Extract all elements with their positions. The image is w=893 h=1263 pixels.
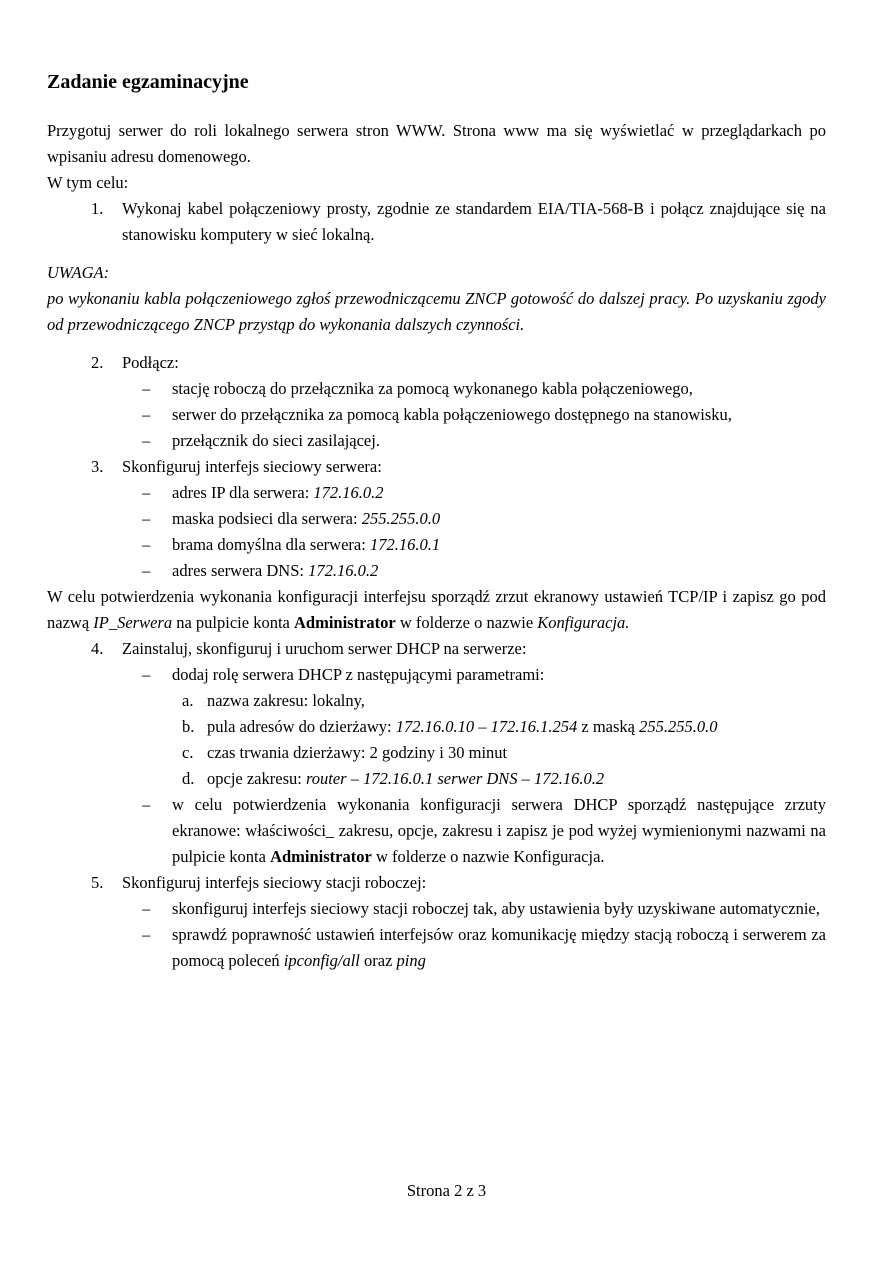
step-5: [47, 870, 826, 896]
list-item: – przełącznik do sieci zasilającej.: [47, 428, 826, 454]
step-text: Skonfiguruj interfejs sieciowy stacji roboczej:: [122, 873, 427, 892]
step-1: [47, 196, 826, 248]
list-item: – maska podsieci dla serwera: 255.255.0.0: [47, 506, 826, 532]
dash-bullet: –: [142, 509, 151, 528]
warning-label: UWAGA:: [47, 263, 110, 282]
step-text: Skonfiguruj interfejs sieciowy serwera:: [122, 457, 382, 476]
dash-bullet: –: [142, 431, 151, 450]
list-item: – skonfiguruj interfejs sieciowy stacji roboczej tak, aby ustawienia były uzyskiwane automatycznie,: [47, 896, 826, 922]
dash-bullet: –: [142, 379, 151, 398]
screenshot-note: W celu potwierdzenia wykonania konfiguracji interfejsu sporządź zrzut ekranowy ustawień TCP/IP i zapisz go pod nazwą IP_Serwera na pulpicie konta Administrator w folderze o nazwie Konfiguracja.: [47, 587, 826, 632]
mask-value: 255.255.0.0: [361, 509, 441, 528]
list-item: – adres IP dla serwera: 172.16.0.2: [47, 480, 826, 506]
page-title: Zadanie egzaminacyjne: [47, 71, 249, 93]
list-item: – sprawdź poprawność ustawień interfejsów oraz komunikację między stacją roboczą i serwerem za pomocą poleceń ipconfig/all oraz ping: [47, 922, 826, 974]
step-number: 1.: [91, 199, 104, 218]
list-item: – serwer do przełącznika za pomocą kabla połączeniowego dostępnego na stanowisku,: [47, 402, 826, 428]
intro-lead: W tym celu:: [47, 173, 129, 192]
list-item: – dodaj rolę serwera DHCP z następującymi parametrami:: [47, 662, 826, 688]
step-4: [47, 636, 826, 662]
dash-bullet: –: [142, 405, 151, 424]
step-3: [47, 454, 826, 480]
step-text: Zainstaluj, skonfiguruj i uruchom serwer DHCP na serwerze:: [122, 639, 527, 658]
dash-bullet: –: [142, 535, 151, 554]
page-footer: Strona 2 z 3: [406, 1181, 487, 1200]
ip-value: 172.16.0.2: [313, 483, 384, 502]
dash-bullet: –: [142, 795, 151, 814]
dash-bullet: –: [142, 561, 151, 580]
warning-note: [47, 260, 826, 338]
warning-text: po wykonaniu kabla połączeniowego zgłoś przewodniczącemu ZNCP gotowość do dalszej pracy. Po uzyskaniu zgody od przewodniczącego ZNCP przystąp do wykonania dalszych czynności.: [47, 289, 826, 334]
step-2: [47, 350, 826, 376]
gateway-value: 172.16.0.1: [369, 535, 441, 554]
step-text: Podłącz:: [122, 353, 179, 372]
dash-bullet: –: [142, 899, 151, 918]
sub-item: a. nazwa zakresu: lokalny,: [182, 691, 365, 710]
list-item: – adres serwera DNS: 172.16.0.2: [47, 558, 826, 584]
sub-item: d. opcje zakresu: router – 172.16.0.1 serwer DNS – 172.16.0.2: [182, 769, 605, 788]
sub-item: c. czas trwania dzierżawy: 2 godziny i 30 minut: [182, 743, 508, 762]
dash-bullet: –: [142, 665, 151, 684]
step-text: Wykonaj kabel połączeniowy prosty, zgodnie ze standardem EIA/TIA-568-B i połącz znajdujące się na stanowisku komputery w sieć lokalną.: [122, 199, 826, 244]
list-item: – brama domyślna dla serwera: 172.16.0.1: [47, 532, 826, 558]
step-number: 4.: [91, 639, 104, 658]
intro-paragraph: Przygotuj serwer do roli lokalnego serwera stron WWW. Strona www ma się wyświetlać w przeglądarkach po wpisaniu adresu domenowego.: [47, 121, 826, 166]
dns-value: 172.16.0.2: [308, 561, 379, 580]
sub-item: b. pula adresów do dzierżawy: 172.16.0.10 – 172.16.1.254 z maską 255.255.0.0: [182, 717, 718, 736]
step-number: 3.: [91, 457, 104, 476]
dash-bullet: –: [142, 925, 151, 944]
list-item: – stację roboczą do przełącznika za pomocą wykonanego kabla połączeniowego,: [47, 376, 826, 402]
dash-bullet: –: [142, 483, 151, 502]
exam-page: [47, 68, 826, 974]
list-item: – w celu potwierdzenia wykonania konfiguracji serwera DHCP sporządź następujące zrzuty ekranowe: właściwości_ zakresu, opcje, zakresu i zapisz je pod wyżej wymienionymi nazwami na pulpicie konta Administrator w folderze o nazwie Konfiguracja.: [47, 792, 826, 870]
step-number: 5.: [91, 873, 104, 892]
step-number: 2.: [91, 353, 104, 372]
